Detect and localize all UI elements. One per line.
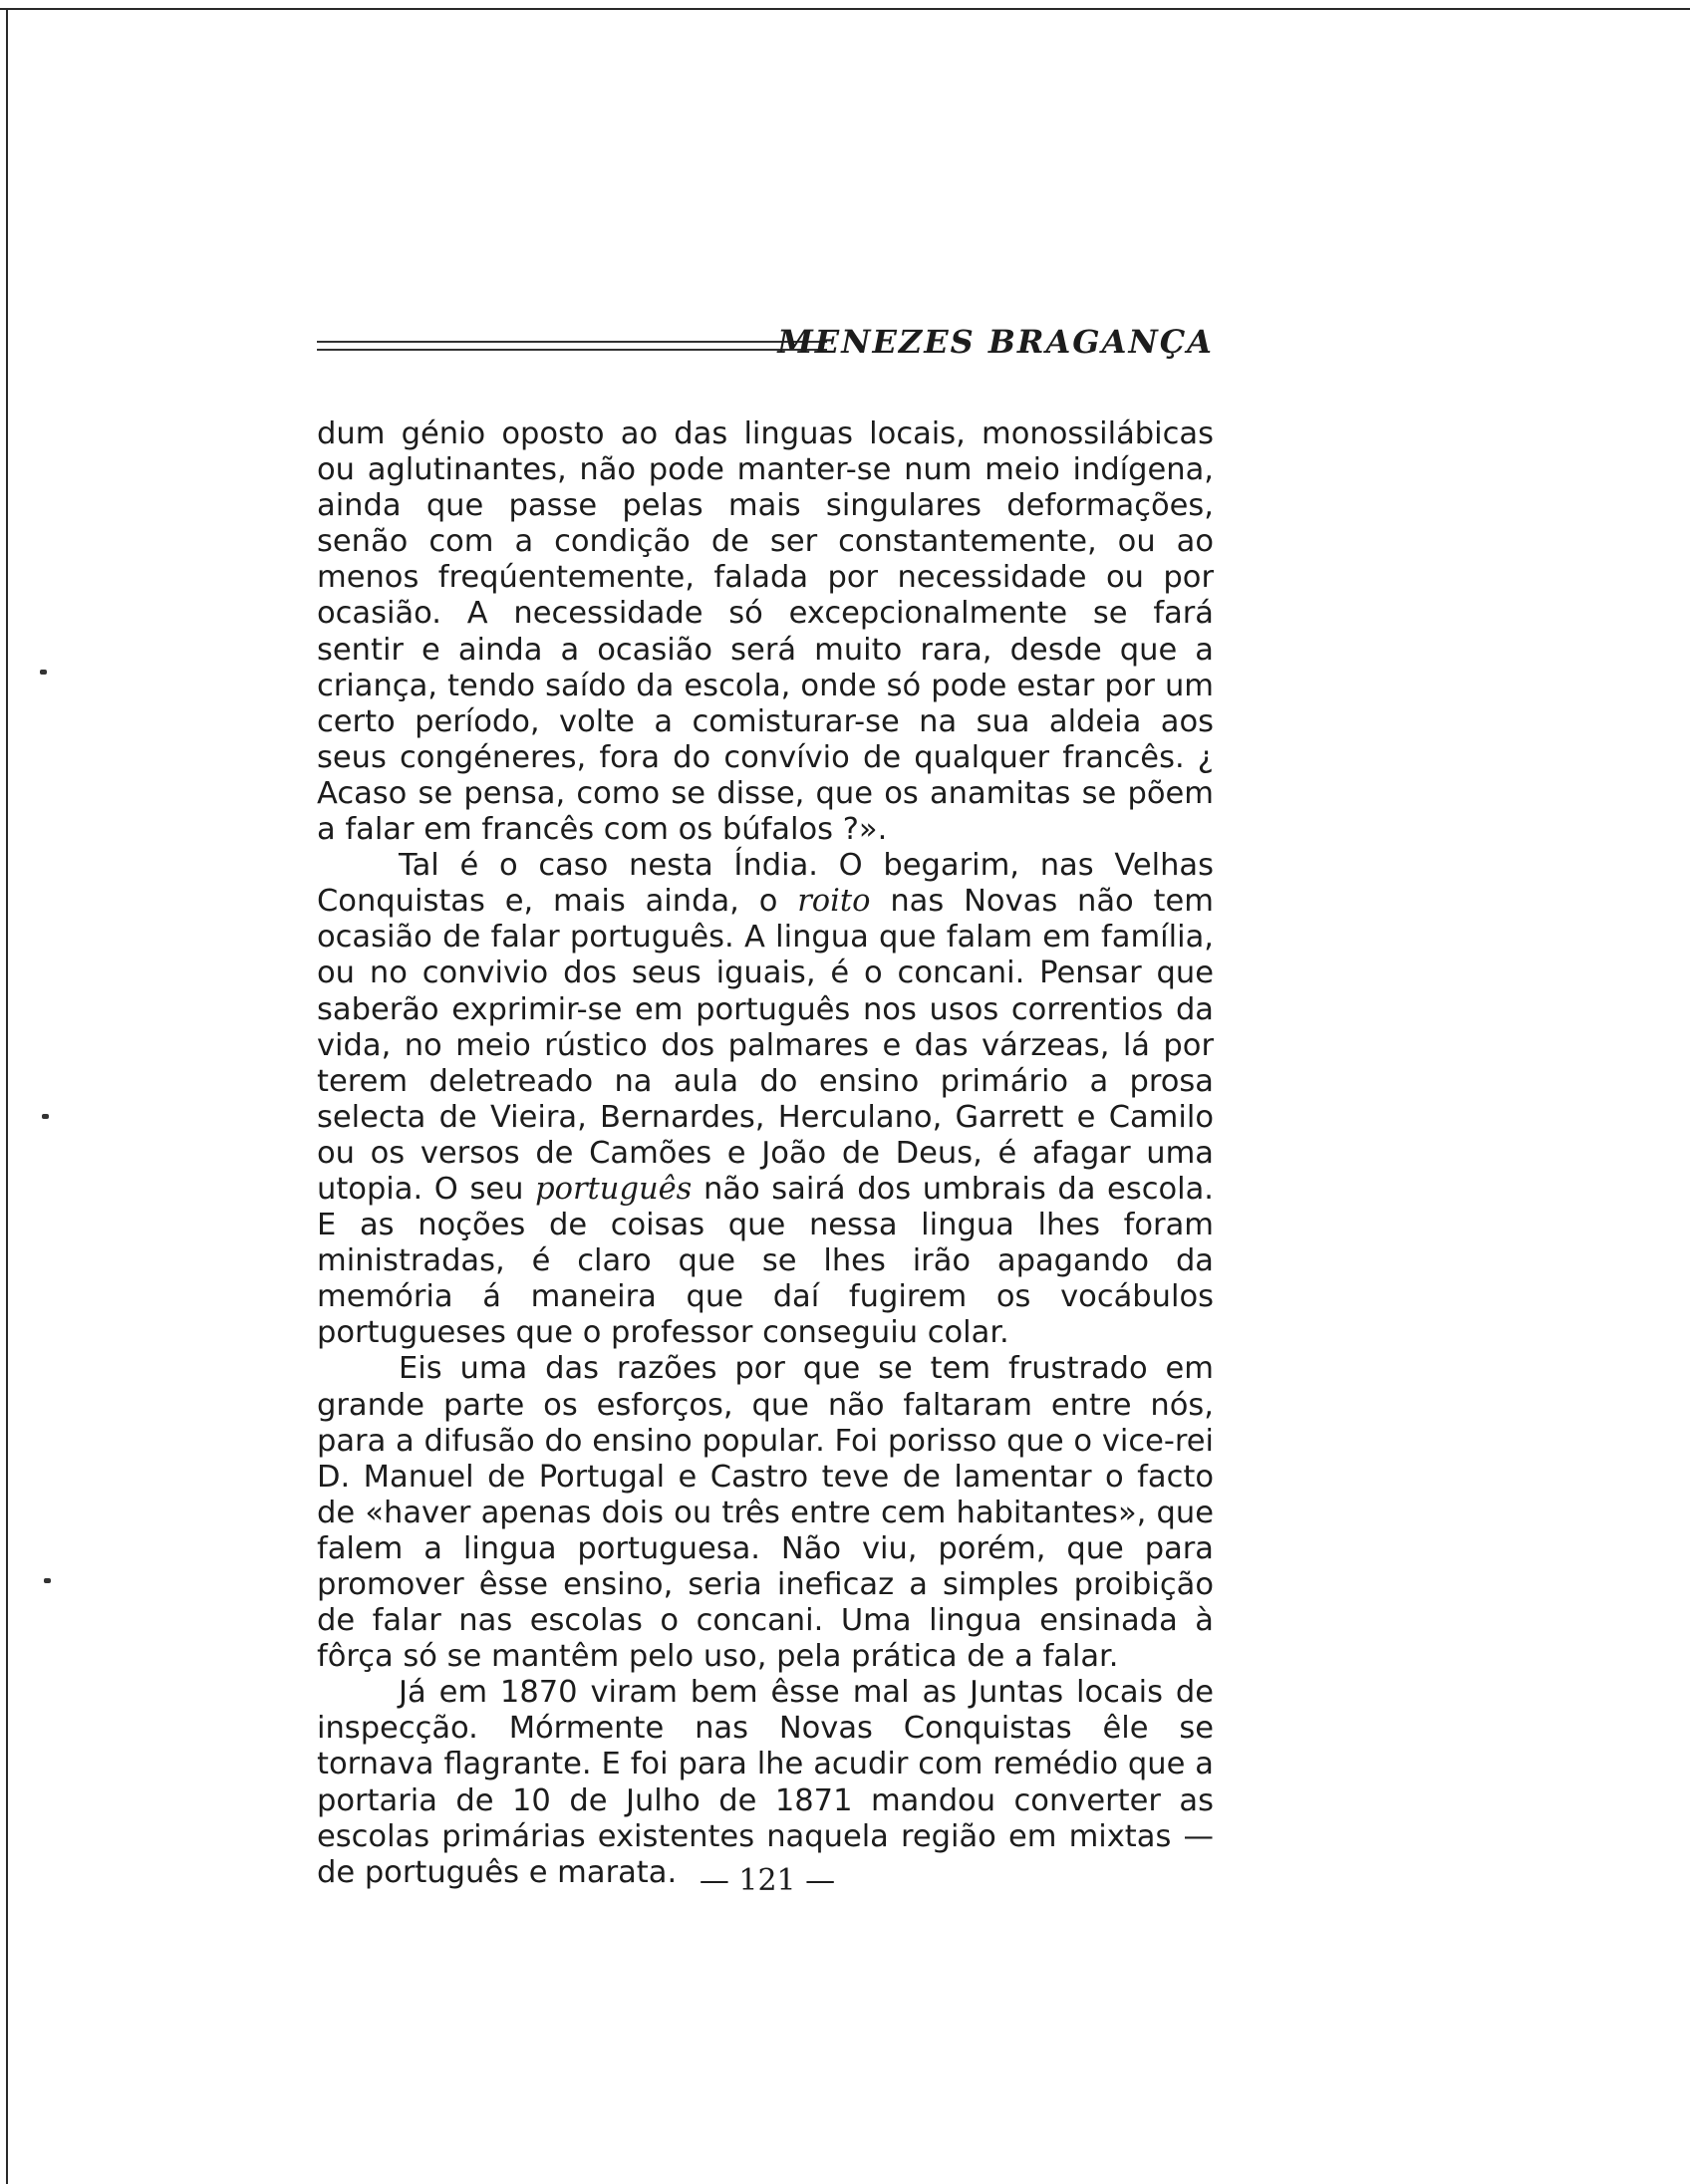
running-header [317,317,1214,367]
paragraph-text: dum génio oposto ao das linguas locais, monossilábicas ou aglutinantes, não pode manter-se num meio indígena, ainda que passe pelas mais singulares deformações, senão com a condição de ser constantemente, ou ao menos freqúentemente, falada por necessidade ou por ocasião. A necessidade só excepcionalmente se fará sentir e ainda a ocasião será muito rara, desde que a criança, tendo saído da escola, onde só pode estar por um certo período, volte a comisturar-se na sua aldeia aos seus congéneres, fora do convívio de qualquer francês. ¿ Acaso se pensa, como se disse, que os anamitas se põem a falar em francês com os búfalos ?». [317,416,1214,848]
running-title: MENEZES BRAGANÇA [777,323,1214,361]
paragraph-4 [317,1675,1214,1891]
paragraph-text: não sairá dos umbrais da escola. E as noções de coisas que nessa lingua lhes foram ministradas, é claro que se lhes irão apagando da memória á maneira que daí fugirem os vocábulos portugueses que o professor conseguiu colar. [317,1171,1215,1351]
margin-mark [40,670,47,675]
margin-mark [42,1114,49,1119]
body-text [317,416,1214,1891]
paragraph-text: Já em 1870 viram bem êsse mal as Juntas locais de inspecção. Mórmente nas Novas Conquistas êle se tornava flagrante. E foi para lhe acudir com remédio que a portaria de 10 de Julho de 1871 mandou converter as escolas primárias existentes naquela região em mixtas — de português e marata. [317,1675,1214,1890]
paragraph-2 [317,848,1214,1351]
paragraph-1 [317,416,1214,848]
paragraph-text: Tal é o caso nesta Índia. O begarim, nas Velhas Conquistas e, mais ainda, o [317,848,1214,920]
page-edge-left [6,8,8,2184]
italic-term-roito: roito [797,884,871,920]
margin-mark [44,1578,51,1583]
page-number: — 121 — [699,1863,836,1898]
page-edge-top [0,8,1690,10]
paragraph-text: Eis uma das razões por que se tem frustrado em grande parte os esforços, que não faltaram entre nós, para a difusão do ensino popular. Foi porisso que o vice-rei D. Manuel de Portugal e Castro teve de lamentar o facto de «haver apenas dois ou três entre cem habitantes», que falem a lingua portuguesa. Não viu, porém, que para promover êsse ensino, seria ineficaz a simples proibição de falar nas escolas o concani. Uma lingua ensinada à fôrça só se mantêm pelo uso, pela prática de a falar. [317,1351,1214,1675]
paragraph-3 [317,1351,1214,1675]
paragraph-text: nas Novas não tem ocasião de falar português. A lingua que falam em família, ou no convivio dos seus iguais, é o concani. Pensar que saberão exprimir-se em português nos usos correntios da vida, no meio rústico dos palmares e das várzeas, lá por terem deletreado na aula do ensino primário a prosa selecta de Vieira, Bernardes, Herculano, Garrett e Camilo ou os versos de Camões e João de Deus, é afagar uma utopia. O seu [317,884,1214,1207]
header-rule [317,341,827,351]
italic-term-portugues: português [535,1171,693,1207]
